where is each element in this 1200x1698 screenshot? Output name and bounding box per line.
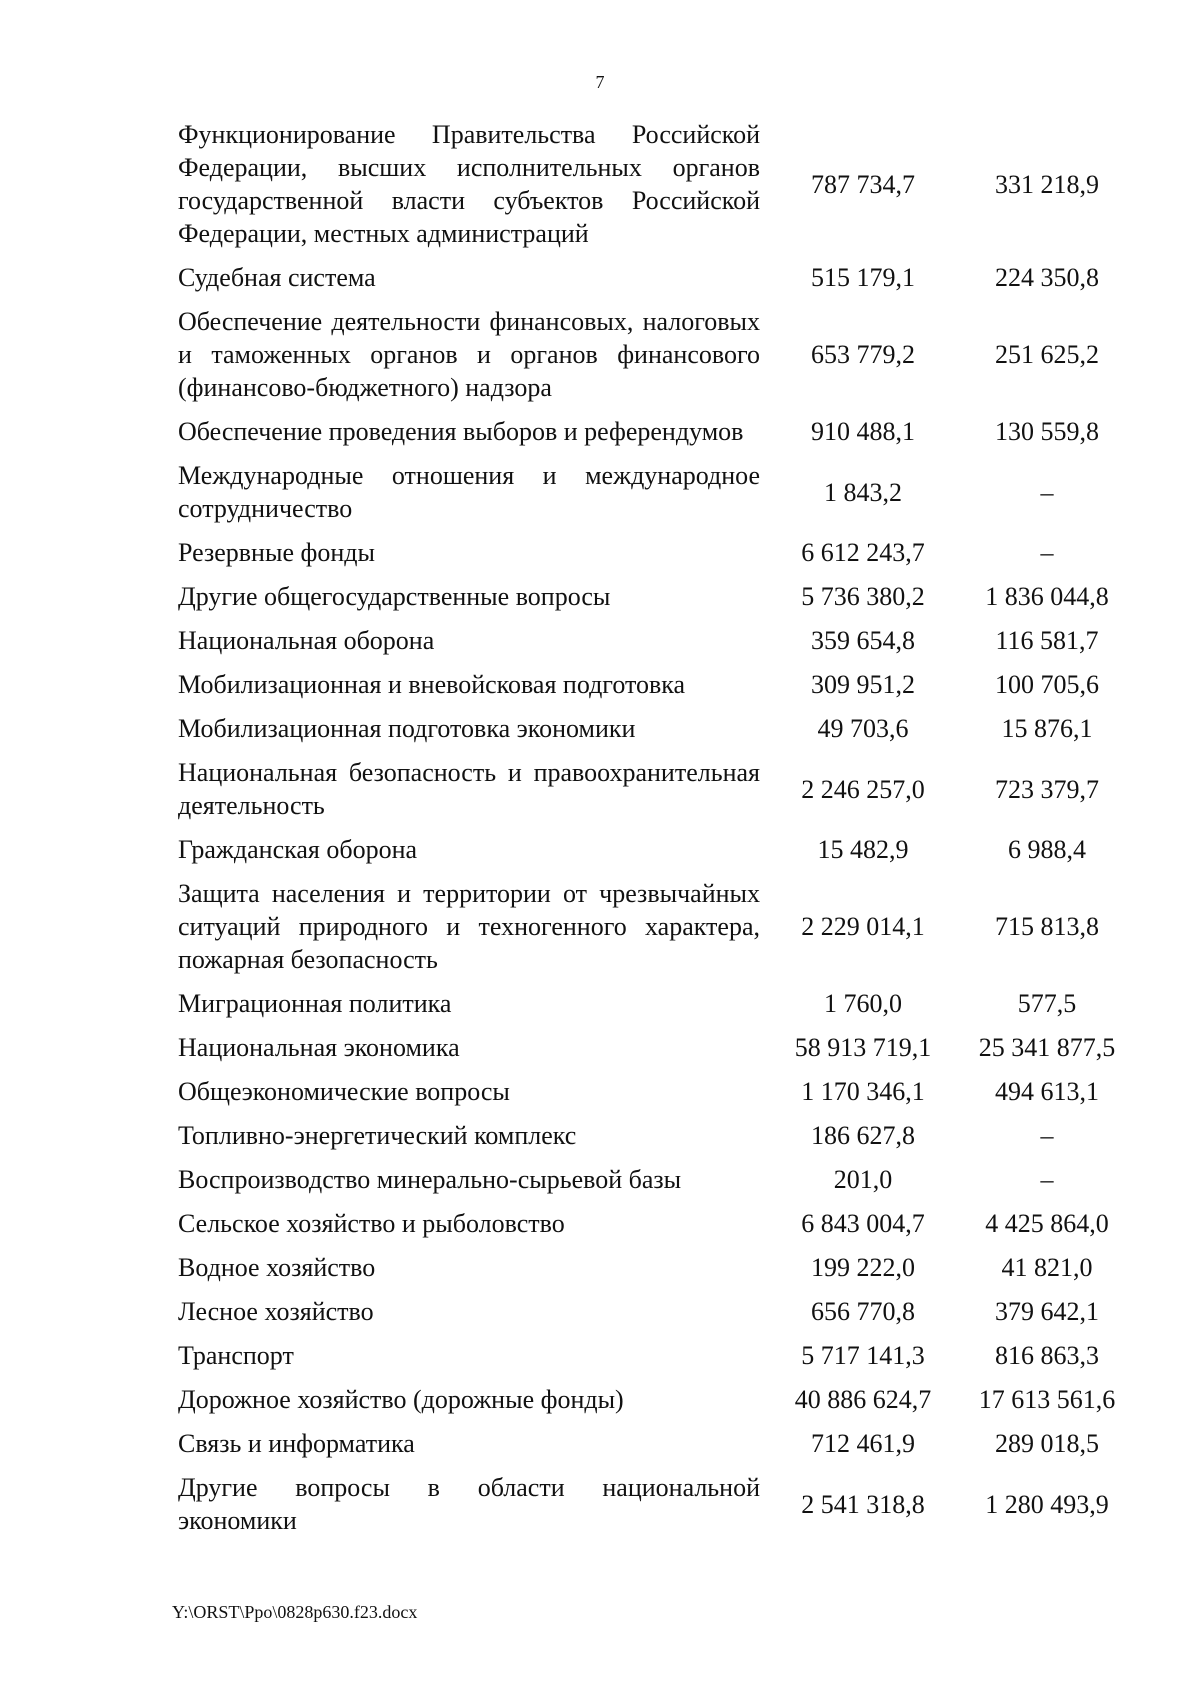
table-row xyxy=(178,1075,1138,1108)
row-name: Гражданская оборона xyxy=(178,835,418,864)
row-value-1: 6 612 243,7 xyxy=(801,538,925,567)
row-name: Мобилизационная и вневойсковая подготовка xyxy=(178,670,686,699)
row-value-2: 116 581,7 xyxy=(995,626,1099,655)
row-value-2: – xyxy=(1040,1165,1054,1194)
row-name: Мобилизационная подготовка экономики xyxy=(178,714,636,743)
row-value-1: 40 886 624,7 xyxy=(794,1385,932,1414)
row-name: Национальная экономика xyxy=(178,1033,460,1062)
row-value-1: 712 461,9 xyxy=(811,1429,915,1458)
table-row xyxy=(178,415,1138,448)
row-value-1: 515 179,1 xyxy=(811,263,915,292)
row-value-1: 653 779,2 xyxy=(811,340,915,369)
row-value-2: 723 379,7 xyxy=(995,774,1099,804)
table-row xyxy=(178,1207,1138,1240)
row-value-1: 186 627,8 xyxy=(811,1121,915,1150)
row-value-2: 6 988,4 xyxy=(1008,835,1086,864)
row-value-2: 816 863,3 xyxy=(995,1341,1099,1370)
row-value-2: – xyxy=(1040,477,1054,507)
row-name: Обеспечение проведения выборов и референдумов xyxy=(178,417,744,446)
table-row xyxy=(178,305,1138,404)
table-row xyxy=(178,580,1138,613)
row-value-1: 58 913 719,1 xyxy=(794,1033,932,1062)
table-row xyxy=(178,712,1138,745)
row-value-2: – xyxy=(1040,1121,1054,1150)
row-value-1: 5 736 380,2 xyxy=(801,582,925,611)
row-name: Национальная оборона xyxy=(178,626,435,655)
table-row xyxy=(178,1295,1138,1328)
row-value-1: 5 717 141,3 xyxy=(801,1341,925,1370)
table-row xyxy=(178,1427,1138,1460)
row-name: Резервные фонды xyxy=(178,538,375,567)
budget-table xyxy=(178,118,1138,1548)
table-row xyxy=(178,261,1138,294)
row-name: Дорожное хозяйство (дорожные фонды) xyxy=(178,1385,624,1414)
row-value-2: 494 613,1 xyxy=(995,1077,1099,1106)
table-row xyxy=(178,1119,1138,1152)
row-name: Общеэкономические вопросы xyxy=(178,1077,510,1106)
row-name: Другие вопросы в области национальной экономики xyxy=(178,1473,760,1535)
row-value-1: 787 734,7 xyxy=(811,169,915,199)
row-value-2: 15 876,1 xyxy=(1001,714,1093,743)
row-value-1: 1 843,2 xyxy=(824,477,902,507)
row-name: Водное хозяйство xyxy=(178,1253,376,1282)
row-value-1: 359 654,8 xyxy=(811,626,915,655)
row-value-2: 100 705,6 xyxy=(995,670,1099,699)
row-value-2: 331 218,9 xyxy=(995,169,1099,199)
row-name: Международные отношения и международное сотрудничество xyxy=(178,461,760,523)
row-name: Сельское хозяйство и рыболовство xyxy=(178,1209,565,1238)
table-row xyxy=(178,1383,1138,1416)
row-name: Защита населения и территории от чрезвычайных ситуаций природного и техногенного характера, пожарная безопасность xyxy=(178,879,760,974)
row-name: Транспорт xyxy=(178,1341,294,1370)
table-row xyxy=(178,877,1138,976)
row-value-1: 2 229 014,1 xyxy=(801,912,925,941)
row-name: Функционирование Правительства Российской Федерации, высших исполнительных органов государственной власти субъектов Российской Федерации, местных администраций xyxy=(178,120,760,248)
row-value-2: 224 350,8 xyxy=(995,263,1099,292)
table-row xyxy=(178,756,1138,822)
table-row xyxy=(178,118,1138,250)
table-row xyxy=(178,1031,1138,1064)
row-value-2: 1 280 493,9 xyxy=(985,1489,1109,1519)
row-value-1: 199 222,0 xyxy=(811,1253,915,1282)
row-name: Судебная система xyxy=(178,263,376,292)
row-value-1: 6 843 004,7 xyxy=(801,1209,925,1238)
row-value-1: 2 246 257,0 xyxy=(801,774,925,804)
row-value-1: 910 488,1 xyxy=(811,417,915,446)
row-value-2: 25 341 877,5 xyxy=(978,1033,1116,1062)
file-path-footer: Y:\ORST\Ppo\0828p630.f23.docx xyxy=(172,1602,418,1622)
table-row xyxy=(178,1471,1138,1537)
row-name: Топливно-энергетический комплекс xyxy=(178,1121,577,1150)
row-value-2: 17 613 561,6 xyxy=(978,1385,1116,1414)
row-value-1: 49 703,6 xyxy=(817,714,909,743)
row-value-2: 41 821,0 xyxy=(1001,1253,1093,1282)
row-value-2: 4 425 864,0 xyxy=(985,1209,1109,1238)
row-name: Обеспечение деятельности финансовых, налоговых и таможенных органов и органов финансового (финансово-бюджетного) надзора xyxy=(178,307,760,402)
row-value-1: 201,0 xyxy=(833,1165,893,1194)
row-value-1: 1 170 346,1 xyxy=(801,1077,925,1106)
table-row xyxy=(178,459,1138,525)
row-name: Миграционная политика xyxy=(178,989,452,1018)
row-value-2: 251 625,2 xyxy=(995,340,1099,369)
row-value-2: 715 813,8 xyxy=(995,912,1099,941)
row-value-2: 1 836 044,8 xyxy=(985,582,1109,611)
row-value-1: 2 541 318,8 xyxy=(801,1489,925,1519)
table-row xyxy=(178,1163,1138,1196)
table-row xyxy=(178,1339,1138,1372)
row-value-1: 1 760,0 xyxy=(824,989,902,1018)
row-name: Другие общегосударственные вопросы xyxy=(178,582,611,611)
row-value-2: 577,5 xyxy=(1017,989,1077,1018)
row-value-1: 309 951,2 xyxy=(811,670,915,699)
row-value-2: 379 642,1 xyxy=(995,1297,1099,1326)
row-value-1: 15 482,9 xyxy=(817,835,909,864)
table-row xyxy=(178,833,1138,866)
table-row xyxy=(178,668,1138,701)
row-value-2: 130 559,8 xyxy=(995,417,1099,446)
table-row xyxy=(178,987,1138,1020)
table-row xyxy=(178,624,1138,657)
row-value-2: 289 018,5 xyxy=(995,1429,1099,1458)
row-value-2: – xyxy=(1040,538,1054,567)
row-name: Лесное хозяйство xyxy=(178,1297,374,1326)
row-name: Национальная безопасность и правоохранительная деятельность xyxy=(178,758,760,820)
row-value-1: 656 770,8 xyxy=(811,1297,915,1326)
row-name: Связь и информатика xyxy=(178,1429,415,1458)
row-name: Воспроизводство минерально-сырьевой базы xyxy=(178,1165,682,1194)
table-row xyxy=(178,1251,1138,1284)
page-number: 7 xyxy=(595,72,605,92)
table-row xyxy=(178,536,1138,569)
